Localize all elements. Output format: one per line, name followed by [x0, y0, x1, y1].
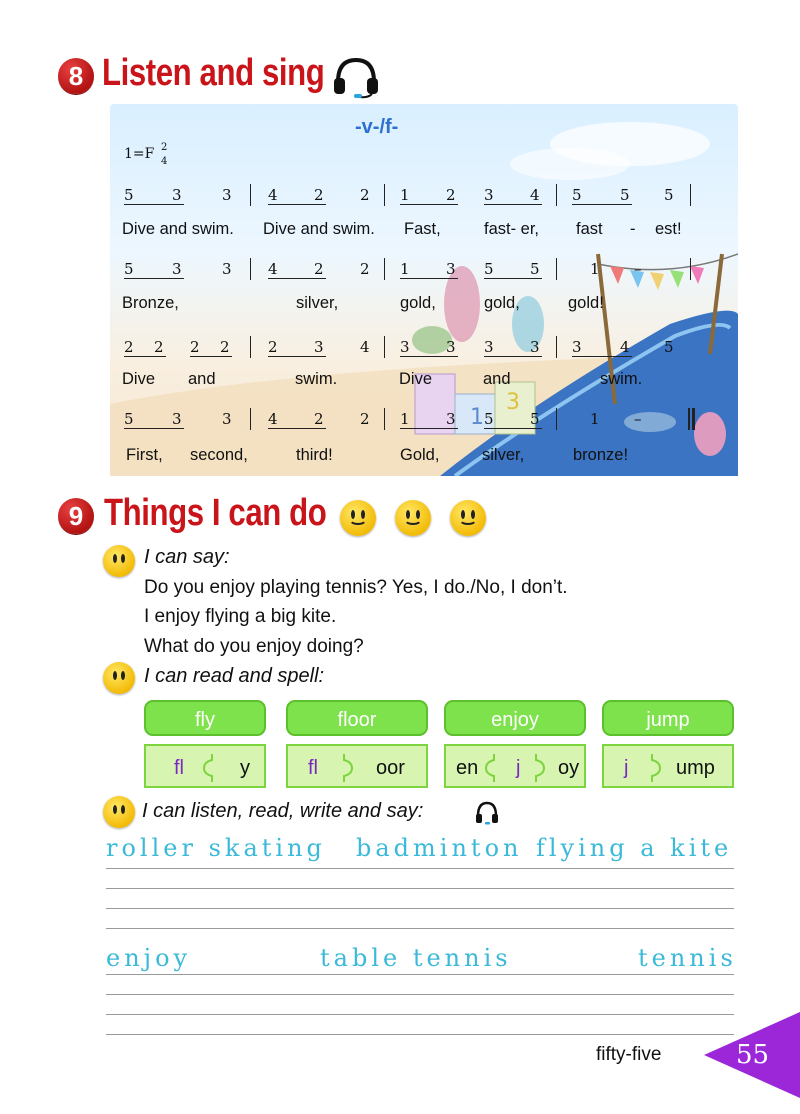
puzzle-piece: fl [308, 757, 318, 779]
beat-underline [268, 278, 326, 279]
spell-word: enjoy [106, 944, 192, 972]
writing-line [106, 1014, 734, 1015]
note: 3 [484, 186, 494, 204]
spell-word: table tennis [320, 944, 512, 972]
note: 4 [360, 338, 370, 356]
lyric: est! [655, 220, 682, 238]
bar-line [250, 408, 251, 430]
beat-underline [268, 204, 326, 205]
section-9-number: 9 [58, 498, 94, 534]
puzzle-piece: oor [376, 757, 405, 779]
smiley-icon [340, 500, 376, 536]
beat-underline [400, 278, 458, 279]
puzzle-joint-icon [338, 754, 358, 782]
beat-underline [124, 204, 184, 205]
beat-underline [400, 356, 458, 357]
note: 5 [124, 410, 134, 428]
lyric: gold! [568, 294, 604, 312]
final-bar-line [688, 408, 690, 430]
note: 2 [220, 338, 230, 356]
lyric: and [483, 370, 511, 388]
lyric: gold, [400, 294, 436, 312]
note: 3 [172, 260, 182, 278]
final-bar-line [692, 408, 695, 430]
beat-underline [484, 278, 542, 279]
smiley-bullet-icon [103, 796, 135, 828]
say-line: What do you enjoy doing? [144, 636, 364, 657]
puzzle-piece: j [516, 757, 521, 779]
lyric: - [630, 220, 636, 238]
bar-line [384, 408, 385, 430]
pool-scene-illustration [110, 104, 738, 476]
note: 2 [314, 410, 324, 428]
writing-line [106, 928, 734, 929]
note: – [634, 260, 642, 278]
spell-word: flying a kite [536, 834, 733, 862]
lyric: fast- er, [484, 220, 540, 238]
section-9-title: Things I can do [104, 492, 327, 534]
beat-underline [400, 428, 458, 429]
note: 2 [124, 338, 134, 356]
puzzle-joint-icon [202, 754, 222, 782]
puzzle-piece: oy [558, 757, 580, 779]
note: 5 [530, 410, 540, 428]
bar-line [690, 258, 691, 280]
bar-line [384, 184, 385, 206]
lyric: Fast, [404, 220, 441, 238]
say-line: I enjoy flying a big kite. [144, 606, 337, 627]
writing-line [106, 908, 734, 909]
lyric: second, [190, 446, 248, 464]
say-line: Do you enjoy playing tennis? Yes, I do./No, I don’t. [144, 577, 568, 598]
can-say-heading: I can say: [144, 546, 230, 568]
puzzle-fly[interactable] [144, 744, 266, 788]
puzzle-joint-icon [530, 754, 550, 782]
svg-text:3: 3 [506, 390, 520, 415]
note: 3 [446, 260, 456, 278]
key-signature: 1=F [124, 146, 155, 162]
smiley-icon [450, 500, 486, 536]
bar-line [384, 258, 385, 280]
note: 3 [530, 338, 540, 356]
note: 3 [314, 338, 324, 356]
note: 3 [446, 410, 456, 428]
smiley-bullet-icon [103, 662, 135, 694]
note: 3 [222, 410, 232, 428]
beat-underline [124, 428, 184, 429]
note: 3 [572, 338, 582, 356]
note: 2 [154, 338, 164, 356]
puzzle-piece: ump [676, 757, 715, 779]
puzzle-joint-icon [646, 754, 666, 782]
beat-underline [124, 278, 184, 279]
puzzle-piece: en [456, 757, 479, 779]
note: 1 [590, 410, 600, 428]
puzzle-piece: y [240, 757, 250, 779]
note: 3 [484, 338, 494, 356]
smiley-bullet-icon [103, 545, 135, 577]
lyric: gold, [484, 294, 520, 312]
note: 3 [172, 186, 182, 204]
bar-line [556, 258, 557, 280]
note: 2 [446, 186, 456, 204]
beat-underline [400, 204, 458, 205]
lyric: silver, [482, 446, 525, 464]
note: 2 [360, 260, 370, 278]
lyric: fast [576, 220, 603, 238]
lyric: swim. [600, 370, 643, 388]
lyric: Dive [399, 370, 433, 388]
lyric: bronze! [573, 446, 629, 464]
lyric: swim. [295, 370, 338, 388]
note: 3 [172, 410, 182, 428]
time-signature-bottom: 4 [161, 156, 168, 167]
lyric: Gold, [400, 446, 440, 464]
beat-underline [124, 356, 166, 357]
note: 1 [400, 410, 410, 428]
note: 3 [222, 186, 232, 204]
lyric: Dive and swim. [122, 220, 234, 238]
headphones-icon[interactable] [474, 800, 500, 826]
word-button-floor[interactable]: floor [286, 700, 428, 736]
beat-underline [572, 356, 632, 357]
note: 4 [268, 410, 278, 428]
word-button-fly[interactable]: fly [144, 700, 266, 736]
note: 4 [268, 186, 278, 204]
note: 5 [124, 186, 134, 204]
headphones-icon[interactable] [332, 54, 380, 100]
lyric: and [188, 370, 216, 388]
note: 2 [314, 186, 324, 204]
listen-write-heading: I can listen, read, write and say: [142, 800, 424, 822]
note: 2 [190, 338, 200, 356]
note: 3 [446, 338, 456, 356]
puzzle-floor[interactable] [286, 744, 428, 788]
page-number: 55 [736, 1040, 770, 1070]
beat-underline [190, 356, 232, 357]
note: 1 [400, 260, 410, 278]
note: 3 [400, 338, 410, 356]
beat-underline [268, 428, 326, 429]
note: 5 [664, 338, 674, 356]
note: 2 [314, 260, 324, 278]
note: – [634, 410, 642, 428]
note: 4 [530, 186, 540, 204]
svg-text:1: 1 [470, 405, 484, 430]
note: 5 [572, 186, 582, 204]
writing-line [106, 994, 734, 995]
bar-line [690, 184, 691, 206]
read-spell-heading: I can read and spell: [144, 665, 325, 687]
note: 1 [400, 186, 410, 204]
puzzle-joint-icon [484, 754, 504, 782]
time-signature-top: 2 [161, 142, 168, 153]
page-number-word: fifty-five [596, 1044, 662, 1065]
smiley-icon [395, 500, 431, 536]
spell-word: tennis [638, 944, 737, 972]
word-button-enjoy[interactable]: enjoy [444, 700, 586, 736]
note: 3 [222, 260, 232, 278]
spell-word: badminton [356, 834, 523, 862]
lyric: Dive [122, 370, 156, 388]
section-8-title: Listen and sing [102, 52, 325, 94]
note: 5 [484, 410, 494, 428]
writing-line [106, 1034, 734, 1035]
note: 5 [530, 260, 540, 278]
lyric: Bronze, [122, 294, 179, 312]
beat-underline [484, 428, 542, 429]
note: 5 [664, 186, 674, 204]
puzzle-piece: j [624, 757, 629, 779]
word-button-jump[interactable]: jump [602, 700, 734, 736]
note: 1 [590, 260, 600, 278]
note: 2 [360, 410, 370, 428]
note: 5 [620, 186, 630, 204]
puzzle-jump[interactable] [602, 744, 734, 788]
lyric: Dive and swim. [263, 220, 375, 238]
section-8-number: 8 [58, 58, 94, 94]
note: 5 [124, 260, 134, 278]
note: 2 [360, 186, 370, 204]
bar-line [250, 184, 251, 206]
writing-line [106, 974, 734, 975]
spell-word: roller skating [106, 834, 326, 862]
bar-line [556, 408, 557, 430]
beat-underline [572, 204, 632, 205]
note: 5 [484, 260, 494, 278]
bar-line [250, 336, 251, 358]
bar-line [384, 336, 385, 358]
note: 4 [620, 338, 630, 356]
writing-line [106, 868, 734, 869]
beat-underline [484, 356, 542, 357]
bar-line [556, 184, 557, 206]
puzzle-piece: fl [174, 757, 184, 779]
bar-line [250, 258, 251, 280]
beat-underline [484, 204, 542, 205]
puzzle-enjoy[interactable] [444, 744, 586, 788]
lyric: third! [296, 446, 333, 464]
writing-line [106, 888, 734, 889]
note: 4 [268, 260, 278, 278]
lyric: First, [126, 446, 163, 464]
lyric: silver, [296, 294, 339, 312]
bar-line [556, 336, 557, 358]
beat-underline [268, 356, 326, 357]
note: 2 [268, 338, 278, 356]
phonics-label: -v-/f- [355, 116, 399, 138]
